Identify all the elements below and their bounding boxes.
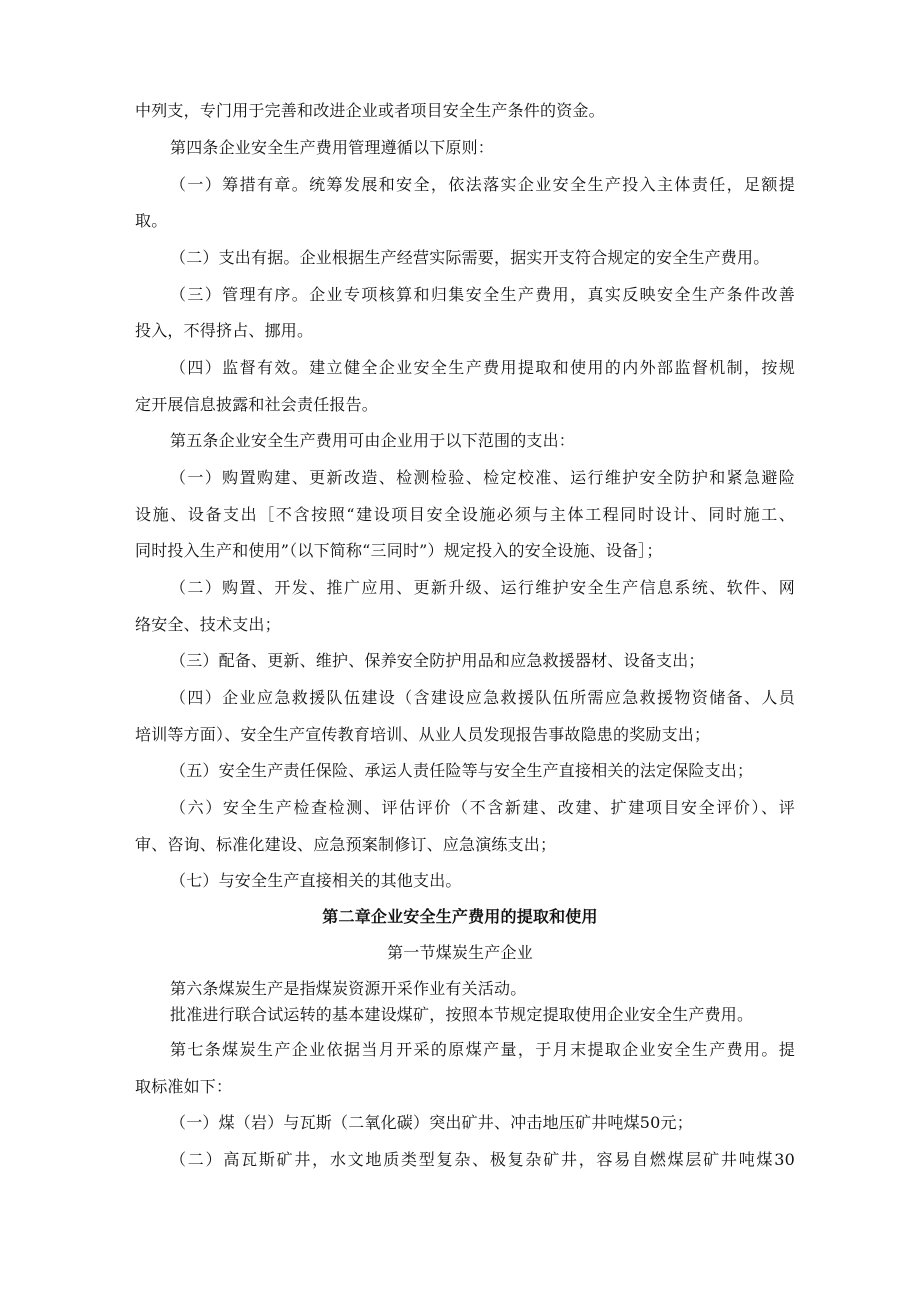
text-line: 投入，不得挤占、挪用。 [135, 321, 314, 340]
chapter-2-title: 第二章企业安全生产费用的提取和使用 [322, 907, 598, 926]
text-line: （二）支出有据。企业根据生产经营实际需要，据实开支符合规定的安全生产费用。 [170, 248, 770, 267]
text-line: （六）安全生产检查检测、评估评价（不含新建、改建、扩建项目安全评价）、评 [170, 798, 795, 817]
section-1-title: 第一节煤炭生产企业 [387, 943, 533, 962]
text-line: 络安全、技术支出； [135, 615, 281, 634]
text-line: （二）高瓦斯矿井，水文地质类型复杂、极复杂矿井，容易自燃煤层矿井吨煤30 [170, 1150, 795, 1169]
text-line: 审、咨询、标准化建设、应急预案制修订、应急演练支出； [135, 835, 557, 854]
text-line: （四）监督有效。建立健全企业安全生产费用提取和使用的内外部监督机制，按规 [170, 358, 795, 377]
text-line: （五）安全生产责任保险、承运人责任险等与安全生产直接相关的法定保险支出； [170, 761, 754, 780]
text-line: （一）煤（岩）与瓦斯（二氧化碳）突出矿井、冲击地压矿井吨煤50元； [170, 1113, 693, 1132]
text-line: 取。 [135, 211, 168, 230]
text-line: （三）管理有序。企业专项核算和归集安全生产费用，真实反映安全生产条件改善 [170, 285, 795, 304]
text-line: （一）购置购建、更新改造、检测检验、检定校准、运行维护安全防护和紧急避险 [170, 468, 795, 487]
article-7-heading: 第七条煤炭生产企业依据当月开采的原煤产量，于月末提取企业安全生产费用。提 [170, 1040, 795, 1059]
text-line: （七）与安全生产直接相关的其他支出。 [170, 871, 462, 890]
article-4-heading: 第四条企业安全生产费用管理遵循以下原则： [170, 138, 495, 157]
text-line: 同时投入生产和使用”（以下简称“三同时”）规定投入的安全设施、设备］； [135, 541, 663, 560]
text-line: （一）筹措有章。统筹发展和安全，依法落实企业安全生产投入主体责任，足额提 [170, 175, 795, 194]
text-line: （四）企业应急救援队伍建设（含建设应急救援队伍所需应急救援物资储备、人员 [170, 688, 795, 707]
text-line: 中列支，专门用于完善和改进企业或者项目安全生产条件的资金。 [135, 101, 605, 120]
text-line: 定开展信息披露和社会责任报告。 [135, 395, 379, 414]
text-line: 取标准如下： [135, 1077, 233, 1096]
text-line: 培训等方面）、安全生产宣传教育培训、从业人员发现报告事故隐患的奖励支出； [135, 725, 711, 744]
text-line: 批准进行联合试运转的基本建设煤矿，按照本节规定提取使用企业安全生产费用。 [170, 1005, 754, 1024]
article-5-heading: 第五条企业安全生产费用可由企业用于以下范围的支出： [170, 431, 576, 450]
text-line: （二）购置、开发、推广应用、更新升级、运行维护安全生产信息系统、软件、网 [170, 578, 795, 597]
text-line: （三）配备、更新、维护、保养安全防护用品和应急救援器材、设备支出； [170, 651, 705, 670]
article-6-heading: 第六条煤炭生产是指煤炭资源开采作业有关活动。 [170, 979, 527, 998]
text-line: 设施、设备支出［不含按照“建设项目安全设施必须与主体工程同时设计、同时施工、 [135, 505, 795, 524]
